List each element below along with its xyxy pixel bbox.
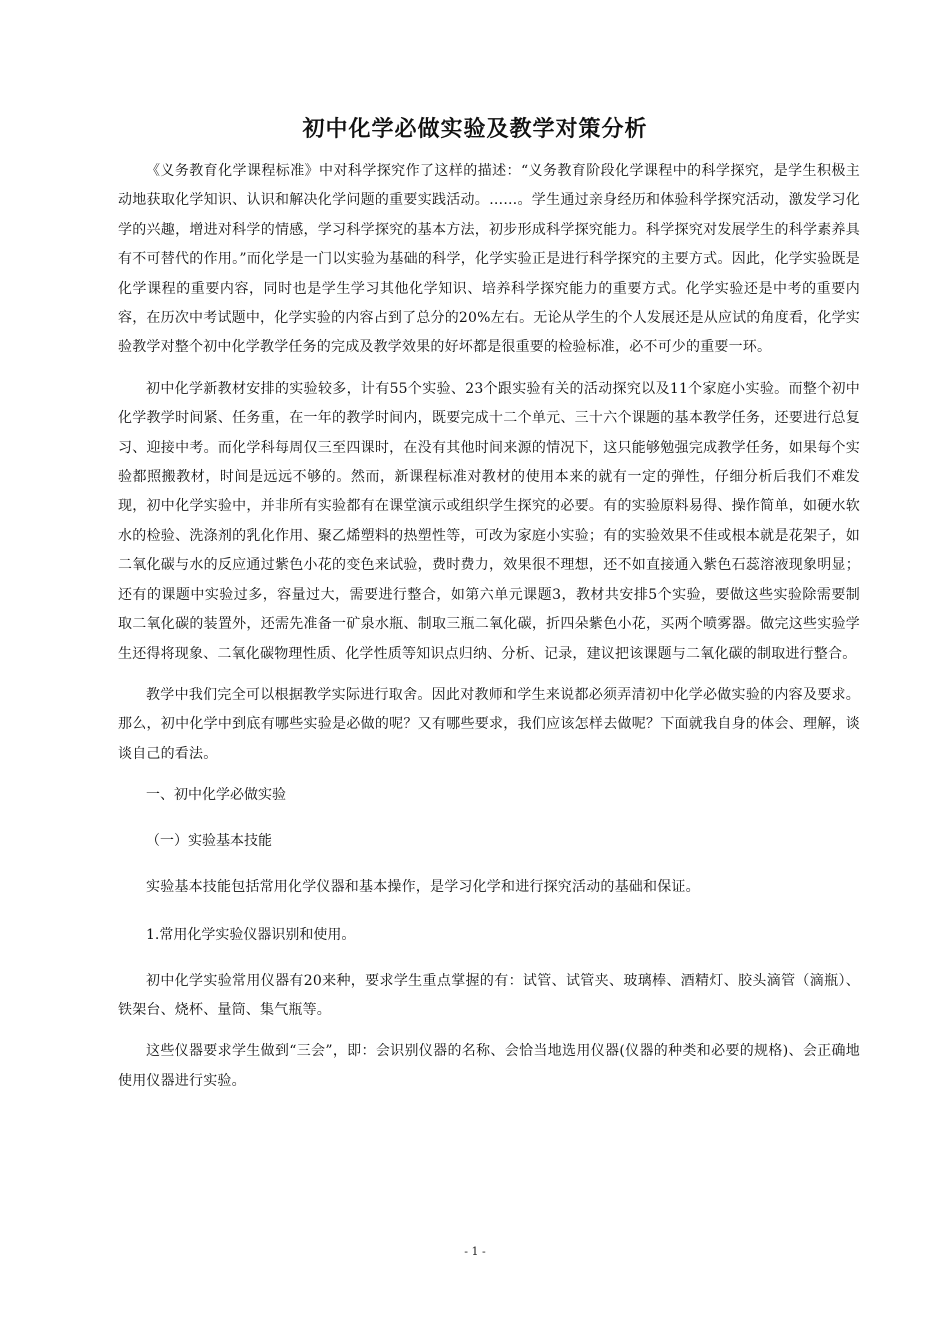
subsection-heading-basic-skills: （一）实验基本技能 bbox=[146, 833, 272, 850]
document-body bbox=[118, 157, 860, 1108]
paragraph-choice: 教学中我们完全可以根据教学实际进行取舍。因此对教师和学生来说都必须弄清初中化学必做实验的内容及要求。那么，初中化学中到底有哪些实验是必做的呢？又有哪些要求，我们应该怎样去做呢？下面就我自身的体会、理解，谈谈自己的看法。 bbox=[118, 686, 860, 762]
paragraph-intro: 《义务教育化学课程标准》中对科学探究作了这样的描述：“义务教育阶段化学课程中的科学探究，是学生积极主动地获取化学知识、认识和解决化学问题的重要实践活动。……。学生通过亲身经历和体验科学探究活动，激发学习化学的兴趣，增进对科学的情感，学习科学探究的基本方法，初步形成科学探究能力。科学探究对发展学生的科学素养具有不可替代的作用。”而化学是一门以实验为基础的科学，化学实验正是进行科学探究的主要方式。因此，化学实验既是化学课程的重要内容，同时也是学生学习其他化学知识、培养科学探究能力的重要方式。化学实验还是中考的重要内容，在历次中考试题中，化学实验的内容占到了总分的20%左右。无论从学生的个人发展还是从应试的角度看，化学实验教学对整个初中化学教学任务的完成及教学效果的好坏都是很重要的检验标准，必不可少的重要一环。 bbox=[118, 163, 860, 356]
paragraph-three-skills: 这些仪器要求学生做到“三会”，即：会识别仪器的名称、会恰当地选用仪器(仪器的种类和必要的规格)、会正确地使用仪器进行实验。 bbox=[118, 1043, 860, 1089]
document-title: 初中化学必做实验及教学对策分析 bbox=[302, 117, 648, 142]
paragraph-textbook: 初中化学新教材安排的实验较多，计有55个实验、23个跟实验有关的活动探究以及11个家庭小实验。而整个初中化学教学时间紧、任务重，在一年的教学时间内，既要完成十二个单元、三十六个课题的基本教学任务，还要进行总复习、迎接中考。而化学科每周仅三至四课时，在没有其他时间来源的情况下，这只能够勉强完成教学任务，如果每个实验都照搬教材，时间是远远不够的。然而，新课程标准对教材的使用本来的就有一定的弹性，仔细分析后我们不难发现，初中化学实验中，并非所有实验都有在课堂演示或组织学生探究的必要。有的实验原料易得、操作简单，如硬水软水的检验、洗涤剂的乳化作用、聚乙烯塑料的热塑性等，可改为家庭小实验；有的实验效果不佳或根本就是花架子，如二氧化碳与水的反应通过紫色小花的变色来试验，费时费力，效果很不理想，还不如直接通入紫色石蕊溶液现象明显；还有的课题中实验过多，容量过大，需要进行整合，如第六单元课题3，教材共安排5个实验，要做这些实验除需要制取二氧化碳的装置外，还需先准备一矿泉水瓶、制取三瓶二氧化碳，折四朵紫色小花，买两个喷雾器。做完这些实验学生还得将现象、二氧化碳物理性质、化学性质等知识点归纳、分析、记录，建议把该课题与二氧化碳的制取进行整合。 bbox=[118, 380, 860, 662]
paragraph-basic-skills: 实验基本技能包括常用化学仪器和基本操作，是学习化学和进行探究活动的基础和保证。 bbox=[146, 879, 700, 896]
paragraph-instruments: 初中化学实验常用仪器有20来种，要求学生重点掌握的有：试管、试管夹、玻璃棒、酒精灯、胶头滴管（滴瓶）、铁架台、烧杯、量筒、集气瓶等。 bbox=[118, 972, 860, 1018]
item-heading-instruments: 1.常用化学实验仪器识别和使用。 bbox=[146, 926, 356, 943]
page-number: - 1 - bbox=[464, 1245, 486, 1258]
section-heading-required-experiments: 一、初中化学必做实验 bbox=[146, 787, 286, 804]
